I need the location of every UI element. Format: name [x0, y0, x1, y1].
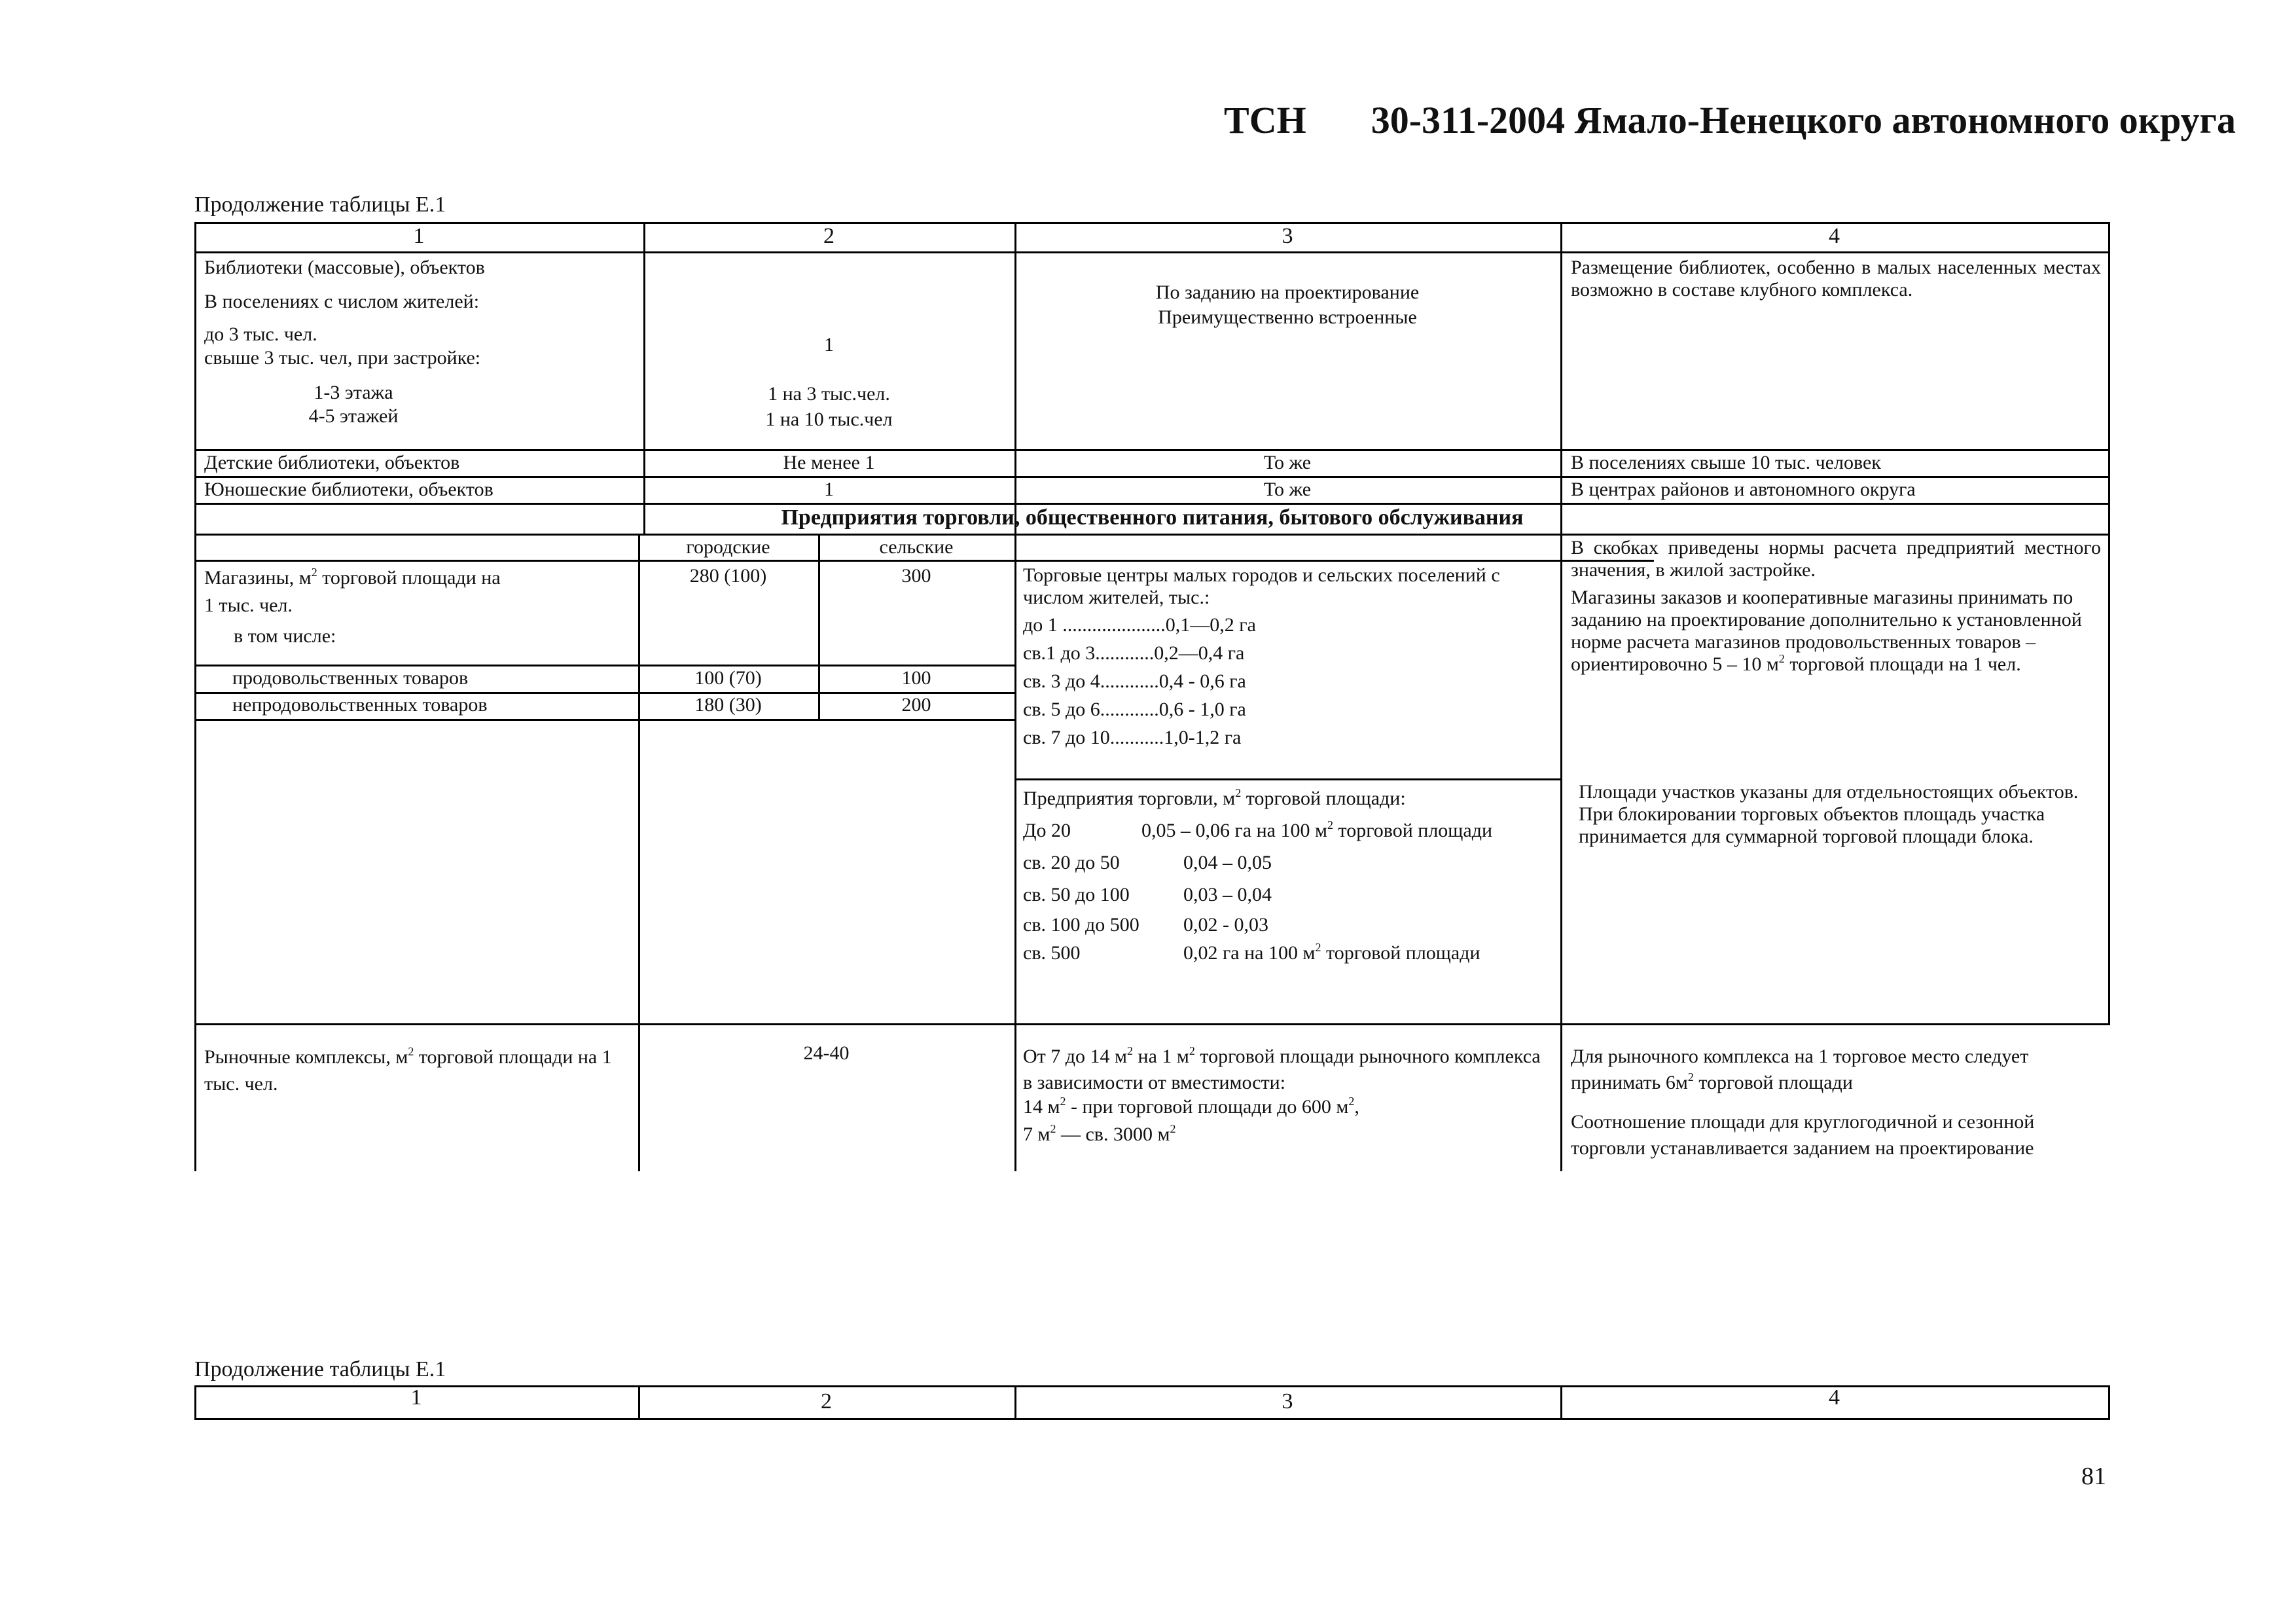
header-prefix: ТСН [1224, 99, 1306, 141]
shops-name: Магазины, $м^2$ торговой площади на [204, 566, 501, 589]
children-libraries-name: Детские библиотеки, объектов [204, 452, 460, 473]
shops-rural: 300 [901, 565, 931, 587]
shops-note-brackets: В скобках приведены нормы расчета предприятий местного значения, в жилой застройке. [1571, 537, 2101, 581]
trade-enterprises-range: До 20 [1023, 820, 1071, 841]
running-header [1224, 98, 2236, 142]
libraries-norm-low-rise: 1 на 3 тыс.чел. [768, 383, 890, 405]
market-area-note: От 7 до 14 $м^2$ на 1 $м^2$ торговой площади рыночного комплекса в зависимости от вместимости: [1023, 1044, 1541, 1093]
libraries-note: Размещение библиотек, особенно в малых населенных местах возможно в составе клубного комплекса. [1571, 257, 2101, 301]
shops-per-thousand: 1 тыс. чел. [204, 594, 293, 616]
trade-enterprises-value: 0,04 – 0,05 [1183, 852, 1272, 873]
nonfood-shops-label: непродовольственных товаров [232, 694, 488, 716]
children-libraries-col3: То же [1263, 452, 1312, 473]
trade-enterprises-range: св. 20 до 50 [1023, 852, 1120, 873]
subheader-urban: городские [686, 536, 770, 558]
youth-libraries-note: В центрах районов и автономного округа [1571, 479, 1916, 500]
trade-centers-intro: Торговые центры малых городов и сельских поселений с числом жителей, тыс.: [1023, 564, 1500, 608]
youth-libraries-norm: 1 [824, 479, 834, 500]
col-number-1: 1 [410, 1385, 422, 1410]
trade-centers-row: св. 3 до 4............0,4 - 0,6 га [1023, 670, 1246, 692]
trade-centers-row: св. 5 до 6............0,6 - 1,0 га [1023, 699, 1246, 720]
section-title: Предприятия торговли, общественного питания, бытового обслуживания [781, 505, 1524, 530]
food-shops-rural: 100 [901, 667, 931, 689]
libraries-over3: свыше 3 тыс. чел, при застройке: [204, 347, 481, 369]
libraries-settlements: В поселениях с числом жителей: [204, 291, 480, 312]
col-number-1: 1 [413, 224, 425, 248]
market-seasonal-note: Соотношение площади для круглогодичной и сезонной торговли устанавливается заданием на проектирование [1571, 1111, 2035, 1159]
trade-enterprises-range: св. 100 до 500 [1023, 914, 1139, 936]
col-number-2: 2 [823, 224, 834, 248]
trade-centers-row: св. 7 до 10...........1,0-1,2 га [1023, 727, 1242, 748]
nonfood-shops-urban: 180 (30) [694, 694, 762, 716]
table-caption: Продолжение таблицы Е.1 [194, 1357, 446, 1381]
nonfood-shops-rural: 200 [901, 694, 931, 716]
shops-note-plot-areas: Площади участков указаны для отдельностоящих объектов. При блокировании торговых объектов площадь участка принимается для суммарной торговой площади блока. [1579, 781, 2079, 847]
trade-enterprises-value: 0,03 – 0,04 [1183, 884, 1272, 905]
shops-note-order-stores: Магазины заказов и кооперативные магазины принимать по заданию на проектирование дополнительно к установленной норме расчета магазинов продовольственных товаров –ориентировочно 5 – 10 $м^2$ торговой площади на 1 чел. [1571, 587, 2082, 675]
food-shops-label: продовольственных товаров [232, 667, 469, 689]
trade-enterprises-title: Предприятия торговли, $м^2$ торговой площади: [1023, 786, 1406, 809]
libraries-floors-4-5: 4-5 этажей [308, 405, 399, 427]
col-number-3: 3 [1282, 224, 1293, 248]
shops-including: в том числе: [234, 625, 336, 647]
market-area-600: 14 $м^2$ - при торговой площади до 600 $м^2$, [1023, 1095, 1359, 1118]
trade-enterprises-range: св. 50 до 100 [1023, 884, 1130, 905]
market-place-note: Для рыночного комплекса на 1 торговое место следует принимать $6м^2$ торговой площади [1571, 1046, 2029, 1093]
col-number-2: 2 [821, 1389, 832, 1413]
market-norm: 24-40 [803, 1042, 850, 1064]
trade-centers-row: св.1 до 3............0,2—0,4 га [1023, 642, 1245, 664]
header-doc: 30-311-2004 Ямало-Ненецкого автономного округа [1371, 99, 2236, 141]
col-number-3: 3 [1282, 1389, 1293, 1413]
trade-enterprises-value: 0,02 га на 100 $м^2$ торговой площади [1183, 941, 1480, 964]
page-number: 81 [2081, 1463, 2106, 1490]
libraries-col3-line1: По заданию на проектирование [1155, 282, 1420, 303]
youth-libraries-col3: То же [1263, 479, 1312, 500]
trade-enterprises-value: 0,05 – 0,06 га на 100 $м^2$ торговой площади [1141, 818, 1493, 841]
libraries-upto3: до 3 тыс. чел. [204, 323, 317, 345]
children-libraries-note: В поселениях свыше 10 тыс. человек [1571, 452, 1881, 473]
col-number-4: 4 [1829, 1385, 1840, 1410]
market-name: Рыночные комплексы, $м^2$ торговой площади на 1 тыс. чел. [204, 1045, 612, 1095]
table-caption: Продолжение таблицы Е.1 [194, 192, 446, 217]
libraries-norm-small: 1 [824, 334, 834, 356]
trade-enterprises-value: 0,02 - 0,03 [1183, 914, 1268, 936]
market-area-3000: 7 $м^2$ — св. 3000 $м^2$ [1023, 1122, 1176, 1145]
youth-libraries-name: Юношеские библиотеки, объектов [204, 479, 493, 500]
children-libraries-norm: Не менее 1 [783, 452, 875, 473]
trade-centers-row: до 1 .....................0,1—0,2 га [1023, 614, 1256, 636]
trade-enterprises-range: св. 500 [1023, 942, 1081, 964]
libraries-floors-1-3: 1-3 этажа [314, 382, 393, 403]
libraries-name: Библиотеки (массовые), объектов [204, 257, 485, 278]
food-shops-urban: 100 (70) [694, 667, 762, 689]
shops-urban: 280 (100) [689, 565, 767, 587]
col-number-4: 4 [1829, 224, 1840, 248]
libraries-norm-mid-rise: 1 на 10 тыс.чел [765, 409, 893, 430]
libraries-col3-line2: Преимущественно встроенные [1158, 306, 1417, 328]
subheader-rural: сельские [879, 536, 954, 558]
